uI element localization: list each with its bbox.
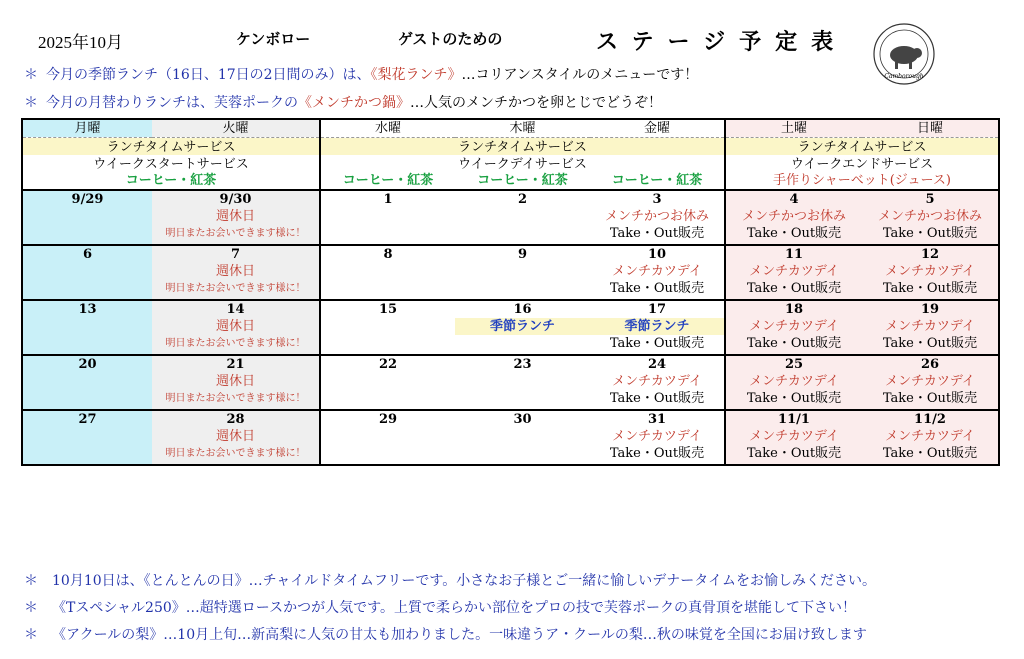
date-number: 17 — [590, 300, 725, 318]
note-seasonal-lunch — [24, 64, 698, 84]
empty-cell — [22, 390, 152, 407]
see-you-message: 明日またお会いできます様に！ — [152, 445, 320, 462]
empty-cell — [320, 335, 455, 352]
empty-cell — [320, 280, 455, 297]
header-date: 2025年10月 — [38, 33, 123, 52]
week-start-service: ウイークスタートサービス — [22, 155, 320, 172]
empty-cell — [22, 225, 152, 242]
date-number: 26 — [862, 355, 999, 373]
date-number: 31 — [590, 410, 725, 428]
date-number: 25 — [725, 355, 862, 373]
closed-day: 週休日 — [152, 373, 320, 390]
week-row — [22, 245, 999, 263]
date-number: 8 — [320, 245, 455, 263]
lunch-service-row — [22, 138, 999, 156]
footer-note — [24, 624, 867, 644]
date-number: 24 — [590, 355, 725, 373]
empty-cell — [22, 318, 152, 335]
menchi-status: メンチかつお休み — [590, 208, 725, 225]
empty-cell — [455, 225, 590, 242]
lunch-service-label: ランチタイムサービス — [22, 138, 320, 156]
date-number: 23 — [455, 355, 590, 373]
menchi-status: メンチカツデイ — [862, 263, 999, 280]
empty-cell — [455, 263, 590, 280]
coffee-tea: コーヒー・紅茶 — [22, 172, 320, 190]
empty-cell — [22, 280, 152, 297]
day-wednesday: 水曜 — [320, 119, 455, 138]
menchi-status: メンチカツデイ — [725, 373, 862, 390]
week-row — [22, 190, 999, 208]
weekend-service: ウイークエンドサービス — [725, 155, 999, 172]
empty-cell — [320, 318, 455, 335]
spacer-cell — [320, 462, 455, 465]
bullet-star: ＊ — [24, 67, 38, 83]
week-row — [22, 462, 999, 465]
menchi-status: メンチかつお休み — [862, 208, 999, 225]
date-number: 19 — [862, 300, 999, 318]
takeout-label: Take・Out販売 — [590, 280, 725, 297]
date-number: 14 — [152, 300, 320, 318]
coffee-tea: コーヒー・紅茶 — [455, 172, 590, 190]
menchi-status: メンチカツデイ — [862, 428, 999, 445]
date-number: 6 — [22, 245, 152, 263]
takeout-label: Take・Out販売 — [725, 280, 862, 297]
weekday-header-row — [22, 119, 999, 138]
empty-cell — [320, 390, 455, 407]
empty-cell — [22, 263, 152, 280]
date-number: 11/2 — [862, 410, 999, 428]
date-number: 18 — [725, 300, 862, 318]
spacer-cell — [590, 462, 725, 465]
empty-cell — [455, 208, 590, 225]
seasonal-lunch: 季節ランチ — [590, 318, 725, 335]
week-row — [22, 225, 999, 242]
week-row — [22, 300, 999, 318]
menchi-status: メンチカツデイ — [862, 318, 999, 335]
spacer-cell — [862, 462, 999, 465]
week-row — [22, 280, 999, 297]
footer-note — [24, 570, 876, 590]
week-row — [22, 335, 999, 352]
footer-text: 10月10日は、《とんとんの日》…チャイルドタイムフリーです。小さなお子様とご一緒に愉しいデナータイムをお愉しみください。 — [52, 573, 876, 589]
date-number: 21 — [152, 355, 320, 373]
menchi-status: メンチカツデイ — [862, 373, 999, 390]
note-text: 今月の季節ランチ（16日、17日の2日間のみ）は、 — [46, 67, 371, 83]
menchi-status: メンチカツデイ — [590, 428, 725, 445]
footer-note — [24, 597, 856, 617]
empty-cell — [22, 428, 152, 445]
takeout-label: Take・Out販売 — [725, 445, 862, 462]
empty-cell — [455, 428, 590, 445]
spacer-cell — [725, 462, 862, 465]
menchi-status: メンチかつお休み — [725, 208, 862, 225]
service-type-row — [22, 155, 999, 172]
date-number: 9/30 — [152, 190, 320, 208]
takeout-label: Take・Out販売 — [725, 225, 862, 242]
see-you-message: 明日またお会いできます様に！ — [152, 225, 320, 242]
takeout-label: Take・Out販売 — [862, 390, 999, 407]
bullet-star: ＊ — [24, 600, 38, 616]
date-number: 27 — [22, 410, 152, 428]
seasonal-lunch: 季節ランチ — [455, 318, 590, 335]
date-number: 2 — [455, 190, 590, 208]
date-number: 30 — [455, 410, 590, 428]
note-highlight: 《メンチかつ鍋》 — [298, 95, 410, 111]
takeout-label: Take・Out販売 — [725, 390, 862, 407]
date-number: 15 — [320, 300, 455, 318]
takeout-label: Take・Out販売 — [590, 445, 725, 462]
closed-day: 週休日 — [152, 208, 320, 225]
date-number: 20 — [22, 355, 152, 373]
day-thursday: 木曜 — [455, 119, 590, 138]
date-number: 12 — [862, 245, 999, 263]
empty-cell — [455, 373, 590, 390]
bullet-star: ＊ — [24, 627, 38, 643]
takeout-label: Take・Out販売 — [725, 335, 862, 352]
lunch-service-label: ランチタイムサービス — [725, 138, 999, 156]
week-row — [22, 355, 999, 373]
week-row — [22, 263, 999, 280]
takeout-label: Take・Out販売 — [862, 280, 999, 297]
spacer-cell — [455, 462, 590, 465]
empty-cell — [455, 280, 590, 297]
empty-cell — [320, 208, 455, 225]
empty-cell — [22, 208, 152, 225]
menchi-status: メンチカツデイ — [590, 373, 725, 390]
closed-day: 週休日 — [152, 428, 320, 445]
empty-cell — [320, 373, 455, 390]
logo-text: Camborough — [884, 73, 924, 80]
date-number: 9 — [455, 245, 590, 263]
service-item-row — [22, 172, 999, 190]
empty-cell — [320, 263, 455, 280]
menchi-status: メンチカツデイ — [725, 263, 862, 280]
empty-cell — [22, 373, 152, 390]
note-highlight: 《梨花ランチ》 — [370, 67, 462, 83]
takeout-label: Take・Out販売 — [590, 390, 725, 407]
empty-cell — [455, 445, 590, 462]
spacer-cell — [152, 462, 320, 465]
date-number: 11/1 — [725, 410, 862, 428]
page-title: ステージ予定表 — [596, 29, 848, 54]
sherbet-juice: 手作りシャーベット(ジュース) — [725, 172, 999, 190]
day-friday: 金曜 — [590, 119, 725, 138]
spacer-cell — [22, 462, 152, 465]
empty-cell — [22, 335, 152, 352]
date-number: 1 — [320, 190, 455, 208]
note-text: …人気のメンチかつを卵とじでどうぞ！ — [410, 95, 662, 111]
empty-cell — [455, 390, 590, 407]
date-number: 10 — [590, 245, 725, 263]
day-saturday: 土曜 — [725, 119, 862, 138]
date-number: 11 — [725, 245, 862, 263]
week-row — [22, 428, 999, 445]
date-number: 13 — [22, 300, 152, 318]
date-number: 3 — [590, 190, 725, 208]
footer-text: 《Tスペシャル250》…超特選ロースかつが人気です。上質で柔らかい部位をプロの技で芙蓉ポークの真骨頂を堪能して下さい！ — [52, 600, 856, 616]
footer-text: 《アクールの梨》…10月上旬…新高梨に人気の甘太も加わりました。一味違うア・クールの梨…秋の味覚を全国にお届け致します — [52, 627, 867, 643]
date-number: 7 — [152, 245, 320, 263]
day-tuesday: 火曜 — [152, 119, 320, 138]
note-text: …コリアンスタイルのメニューです！ — [461, 67, 699, 83]
takeout-label: Take・Out販売 — [862, 335, 999, 352]
empty-cell — [320, 225, 455, 242]
week-row — [22, 208, 999, 225]
date-number: 22 — [320, 355, 455, 373]
takeout-label: Take・Out販売 — [590, 335, 725, 352]
takeout-label: Take・Out販売 — [862, 445, 999, 462]
bullet-star: ＊ — [24, 95, 38, 111]
closed-day: 週休日 — [152, 318, 320, 335]
week-row — [22, 445, 999, 462]
week-row — [22, 410, 999, 428]
date-number: 4 — [725, 190, 862, 208]
coffee-tea: コーヒー・紅茶 — [320, 172, 455, 190]
takeout-label: Take・Out販売 — [862, 225, 999, 242]
see-you-message: 明日またお会いできます様に！ — [152, 335, 320, 352]
closed-day: 週休日 — [152, 263, 320, 280]
date-number: 9/29 — [22, 190, 152, 208]
date-number: 29 — [320, 410, 455, 428]
empty-cell — [455, 335, 590, 352]
empty-cell — [320, 428, 455, 445]
takeout-label: Take・Out販売 — [590, 225, 725, 242]
empty-cell — [22, 445, 152, 462]
week-row — [22, 318, 999, 335]
week-row — [22, 373, 999, 390]
see-you-message: 明日またお会いできます様に！ — [152, 390, 320, 407]
weekday-service: ウイークデイサービス — [320, 155, 725, 172]
lunch-service-label: ランチタイムサービス — [320, 138, 725, 156]
bullet-star: ＊ — [24, 573, 38, 589]
date-number: 28 — [152, 410, 320, 428]
coffee-tea: コーヒー・紅茶 — [590, 172, 725, 190]
pig-logo-icon — [872, 22, 936, 86]
day-monday: 月曜 — [22, 119, 152, 138]
week-row — [22, 390, 999, 407]
menchi-status: メンチカツデイ — [590, 263, 725, 280]
menchi-status: メンチカツデイ — [725, 318, 862, 335]
date-number: 16 — [455, 300, 590, 318]
see-you-message: 明日またお会いできます様に！ — [152, 280, 320, 297]
schedule-calendar — [21, 118, 1000, 466]
day-sunday: 日曜 — [862, 119, 999, 138]
empty-cell — [320, 445, 455, 462]
date-number: 5 — [862, 190, 999, 208]
menchi-status: メンチカツデイ — [725, 428, 862, 445]
header-guest-label: ゲストのための — [398, 31, 503, 48]
note-text: 今月の月替わりランチは、芙蓉ポークの — [46, 95, 298, 111]
note-monthly-lunch — [24, 92, 662, 112]
header-shop-name: ケンボロー — [236, 31, 311, 48]
